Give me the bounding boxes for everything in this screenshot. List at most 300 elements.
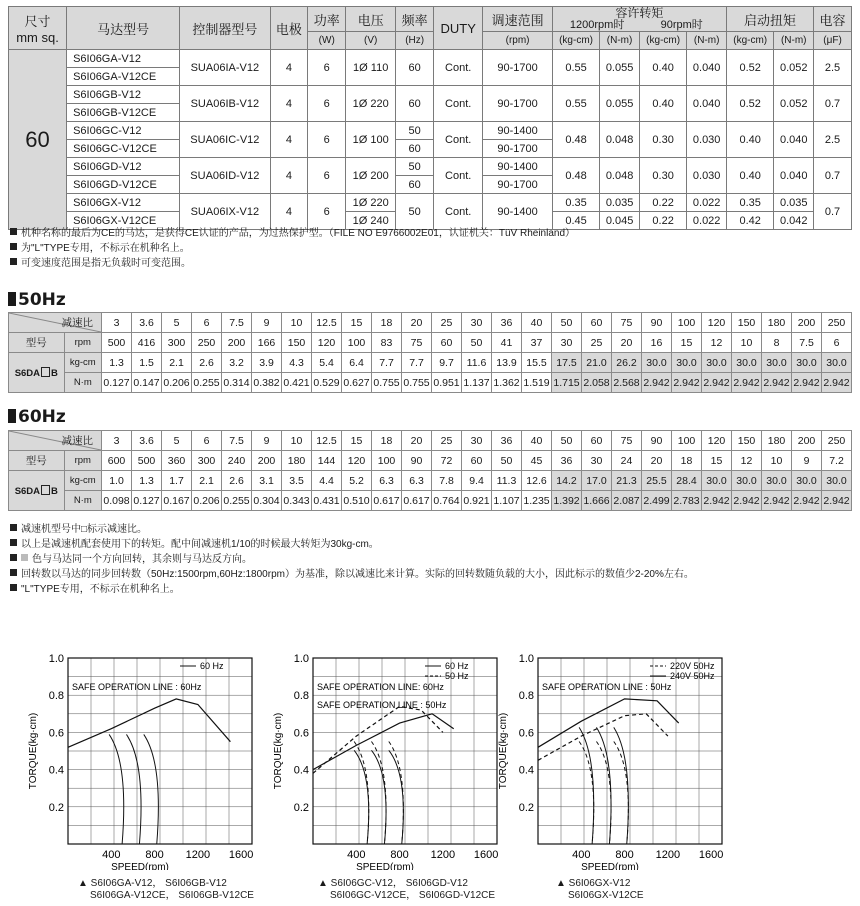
cell-poles: 4 (270, 50, 308, 86)
ratio-value: 90 (642, 313, 672, 333)
col-power: 功率 (308, 7, 346, 32)
kgcm-value: 3.2 (222, 353, 252, 373)
nm-value: 2.783 (672, 491, 702, 511)
note-item: "L"TYPE专用，不标示在机种名上。 (10, 582, 694, 597)
speed-curve (371, 742, 386, 844)
bullet-icon (10, 584, 17, 591)
kgcm-value: 1.3 (132, 471, 162, 491)
ratio-value: 3.6 (132, 313, 162, 333)
y-tick-label: 0.8 (293, 690, 309, 703)
unit-speed: (rpm) (483, 32, 553, 50)
x-tick-label: 1600 (228, 849, 254, 861)
ratio-value: 25 (432, 431, 462, 451)
col-duty: DUTY (434, 7, 483, 50)
safe-operation-label: SAFE OPERATION LINE : 60Hz (72, 682, 202, 692)
kgcm-value: 30.0 (642, 353, 672, 373)
cell-torque: 0.052 (774, 86, 814, 122)
cell-poles: 4 (270, 194, 308, 230)
ratio-value: 150 (732, 313, 762, 333)
nm-value: 2.942 (642, 373, 672, 393)
cell-torque: 0.035 (774, 194, 814, 212)
section-title-50hz: 50Hz (8, 290, 66, 310)
safe-operation-label: SAFE OPERATION LINE: 60Hz (317, 682, 444, 692)
rpm-value: 83 (372, 333, 402, 353)
ratio-value: 180 (762, 313, 792, 333)
kgcm-value: 25.5 (642, 471, 672, 491)
nm-value: 0.127 (132, 491, 162, 511)
unit-kgcm: (kg-cm) (552, 32, 599, 50)
ratio-value: 20 (402, 431, 432, 451)
rpm-value: 24 (612, 451, 642, 471)
x-tick-label: 800 (145, 849, 164, 861)
x-tick-label: 1600 (698, 849, 724, 861)
ratio-value: 9 (252, 313, 282, 333)
kgcm-value: 21.0 (582, 353, 612, 373)
ratio-value: 7.5 (222, 431, 252, 451)
cell-torque: 0.045 (600, 212, 640, 230)
note-item: 减速机型号中□标示减速比。 (10, 522, 694, 537)
cell-power: 6 (308, 158, 346, 194)
rpm-value: 8 (762, 333, 792, 353)
kgcm-value: 17.0 (582, 471, 612, 491)
cell-torque: 0.048 (600, 122, 640, 158)
rpm-value: 416 (132, 333, 162, 353)
cell-power: 6 (308, 50, 346, 86)
ratio-value: 50 (552, 431, 582, 451)
x-tick-label: 400 (572, 849, 591, 861)
unit-voltage: (V) (346, 32, 396, 50)
nm-value: 2.942 (732, 491, 762, 511)
ratio-value: 36 (492, 313, 522, 333)
cell-capacitor: 0.7 (814, 158, 852, 194)
motor-model: S6I06GB-V12CE (67, 104, 180, 122)
ratio-value: 12.5 (312, 313, 342, 333)
rpm-value: 45 (522, 451, 552, 471)
bullet-icon (10, 569, 17, 576)
speed-curve (596, 727, 611, 844)
rpm-value: 120 (342, 451, 372, 471)
kgcm-value: 30.0 (702, 353, 732, 373)
kgcm-value: 15.5 (522, 353, 552, 373)
table-row (9, 122, 852, 140)
nm-value: 0.304 (252, 491, 282, 511)
speed-curve (596, 742, 611, 844)
x-tick-label: 400 (102, 849, 121, 861)
model-name: S6DA (14, 367, 41, 379)
kgcm-value: 30.0 (762, 471, 792, 491)
nm-value: 0.343 (282, 491, 312, 511)
rpm-value: 15 (672, 333, 702, 353)
unit-nm: (N-m) (687, 32, 727, 50)
gear-table-50hz (8, 312, 852, 393)
speed-curve (371, 750, 386, 844)
x-axis-label: SPEED(rpm) (111, 862, 169, 870)
model-cell (9, 451, 65, 471)
model-suffix: B (51, 367, 58, 379)
kgcm-value: 3.1 (252, 471, 282, 491)
cell-voltage: 1Ø 200 (346, 158, 396, 194)
cell-capacitor: 2.5 (814, 50, 852, 86)
motor-model: S6I06GB-V12 (67, 86, 180, 104)
cell-torque: 0.22 (639, 212, 686, 230)
cell-voltage: 1Ø 220 (346, 86, 396, 122)
motor-spec-table (8, 6, 852, 230)
cell-frequency: 50 (396, 158, 434, 176)
kgcm-value: 7.8 (432, 471, 462, 491)
cell-torque: 0.055 (600, 86, 640, 122)
ratio-value: 15 (342, 313, 372, 333)
ratio-value: 12.5 (312, 431, 342, 451)
ratio-value: 5 (162, 313, 192, 333)
ratio-box-icon (41, 367, 50, 377)
cell-torque: 0.030 (687, 122, 727, 158)
kgcm-value: 30.0 (822, 353, 852, 373)
torque-speed-chart-3 (490, 640, 725, 875)
bullet-icon (10, 258, 17, 265)
gray-swatch-icon (21, 554, 28, 561)
ratio-value: 90 (642, 431, 672, 451)
cell-torque: 0.48 (552, 158, 599, 194)
rpm-value: 200 (252, 451, 282, 471)
cell-torque: 0.40 (726, 158, 773, 194)
ratio-value: 250 (822, 431, 852, 451)
cell-torque: 0.52 (726, 50, 773, 86)
cell-frequency: 60 (396, 176, 434, 194)
col-controller-model: 控制器型号 (180, 7, 270, 50)
cell-duty: Cont. (434, 122, 483, 158)
model-label: 型号 (25, 455, 47, 467)
motor-model: S6I06GA-V12CE (67, 68, 180, 86)
rpm-value: 180 (282, 451, 312, 471)
ratio-value: 6 (192, 313, 222, 333)
unit-capacitor: (μF) (814, 32, 852, 50)
col-motor-model: 马达型号 (67, 7, 180, 50)
cell-frequency: 60 (396, 140, 434, 158)
col-allowable-torque: 容许转矩 1200rpm时 90rpm时 (552, 7, 726, 32)
rpm-value: 18 (672, 451, 702, 471)
kgcm-row (9, 353, 852, 373)
title-block-icon (8, 292, 16, 306)
kgcm-value: 1.3 (102, 353, 132, 373)
y-tick-label: 1.0 (293, 653, 309, 665)
legend-label: 60 Hz (445, 661, 469, 671)
motor-model: S6I06GX-V12 (67, 194, 180, 212)
rpm-value: 37 (522, 333, 552, 353)
bullet-icon (10, 228, 17, 235)
col-capacitor: 电容 (814, 7, 852, 32)
cell-torque: 0.040 (774, 122, 814, 158)
cell-poles: 4 (270, 122, 308, 158)
motor-model: S6I06GC-V12CE (67, 140, 180, 158)
gear-table-60hz (8, 430, 852, 511)
nm-row (9, 373, 852, 393)
rpm-value: 60 (462, 451, 492, 471)
kgcm-value: 4.4 (312, 471, 342, 491)
cell-torque: 0.40 (726, 122, 773, 158)
table-row (9, 194, 852, 212)
speed-curve (354, 742, 369, 844)
rpm-value: 30 (582, 451, 612, 471)
cell-speed: 90-1400 (483, 122, 553, 140)
ratio-value: 40 (522, 313, 552, 333)
ratio-value: 6 (192, 431, 222, 451)
table-row (9, 158, 852, 176)
ratio-value: 3 (102, 313, 132, 333)
nm-value: 2.058 (582, 373, 612, 393)
y-axis-label: TORQUE(kg·cm) (28, 712, 39, 790)
rpm-value: 12 (732, 451, 762, 471)
rpm-value: 120 (312, 333, 342, 353)
kgcm-value: 3.9 (252, 353, 282, 373)
bullet-icon (10, 539, 17, 546)
nm-value: 1.666 (582, 491, 612, 511)
kgcm-value: 3.5 (282, 471, 312, 491)
unit-power: (W) (308, 32, 346, 50)
rpm-value: 500 (102, 333, 132, 353)
rpm-value: 250 (192, 333, 222, 353)
cell-capacitor: 2.5 (814, 122, 852, 158)
nm-value: 1.715 (552, 373, 582, 393)
rpm-row (9, 333, 852, 353)
nm-value: 0.127 (102, 373, 132, 393)
rpm-value: 10 (732, 333, 762, 353)
unit-kgcm: (kg-cm) (639, 32, 686, 50)
cell-torque: 0.022 (687, 212, 727, 230)
kgcm-value: 26.2 (612, 353, 642, 373)
note-item: 以上是减速机配套使用下的转矩。配中间减速机1/10的时候最大转矩为30kg-cm。 (10, 537, 694, 552)
col-voltage: 电压 (346, 7, 396, 32)
rpm-value: 500 (132, 451, 162, 471)
kgcm-value: 30.0 (702, 471, 732, 491)
nm-value: 0.529 (312, 373, 342, 393)
torque-speed-chart-1 (20, 640, 255, 875)
y-tick-label: 0.6 (293, 727, 309, 740)
nm-value: 2.942 (762, 491, 792, 511)
legend-label: 60 Hz (200, 661, 224, 671)
ratio-value: 150 (732, 431, 762, 451)
section-title-60hz: 60Hz (8, 407, 66, 427)
y-axis-label: TORQUE(kg·cm) (498, 712, 509, 790)
nm-value: 2.942 (822, 491, 852, 511)
rpm-value: 60 (432, 333, 462, 353)
cell-torque: 0.42 (726, 212, 773, 230)
cell-torque: 0.040 (774, 158, 814, 194)
ratio-box-icon (41, 485, 50, 495)
cell-torque: 0.030 (687, 158, 727, 194)
chart-caption-1: ▲ S6I06GA-V12， S6I06GB-V12 S6I06GA-V12CE， S6I06GB-V12CE (78, 878, 254, 901)
unit-frequency: (Hz) (396, 32, 434, 50)
ratio-value: 9 (252, 431, 282, 451)
ratio-value: 100 (672, 431, 702, 451)
ratio-value: 120 (702, 431, 732, 451)
col-starting-torque: 启动扭矩 (726, 7, 813, 32)
x-tick-label: 800 (615, 849, 634, 861)
nm-value: 2.942 (822, 373, 852, 393)
col-size: 尺寸 mm sq. (9, 7, 67, 50)
ratio-header (9, 431, 102, 451)
cell-torque: 0.035 (600, 194, 640, 212)
kgcm-value: 2.1 (162, 353, 192, 373)
safe-operation-label: SAFE OPERATION LINE : 50Hz (317, 700, 447, 710)
cell-speed: 90-1700 (483, 140, 553, 158)
nm-value: 2.942 (762, 373, 792, 393)
kgcm-value: 9.4 (462, 471, 492, 491)
y-tick-label: 0.2 (293, 801, 309, 814)
rpm-label: rpm (64, 333, 101, 353)
nm-value: 0.382 (252, 373, 282, 393)
note-item: 机种名称的最后为CE的马达，是获得CE认证的产品，为过热保护型。（FILE NO E9766002E01，认证机关：TüV Rheinland） (10, 226, 575, 241)
ratio-row (9, 431, 852, 451)
kgcm-value: 30.0 (822, 471, 852, 491)
ratio-value: 100 (672, 313, 702, 333)
motor-model: S6I06GA-V12 (67, 50, 180, 68)
ratio-row (9, 313, 852, 333)
cell-torque: 0.55 (552, 50, 599, 86)
ratio-value: 18 (372, 313, 402, 333)
rpm-value: 144 (312, 451, 342, 471)
title-block-icon (8, 409, 16, 423)
cell-torque: 0.040 (687, 50, 727, 86)
nm-value: 2.942 (702, 373, 732, 393)
kgcm-value: 12.6 (522, 471, 552, 491)
kgcm-value: 14.2 (552, 471, 582, 491)
legend-label: 220V 50Hz (670, 661, 715, 671)
cell-torque: 0.042 (774, 212, 814, 230)
cell-frequency: 60 (396, 86, 434, 122)
cell-frequency: 50 (396, 194, 434, 230)
x-tick-label: 800 (390, 849, 409, 861)
model-cell (9, 333, 65, 353)
chart-caption-2: ▲ S6I06GC-V12， S6I06GD-V12 S6I06GC-V12CE， S6I06GD-V12CE (318, 878, 496, 901)
y-tick-label: 1.0 (518, 653, 534, 665)
cell-capacitor: 0.7 (814, 194, 852, 230)
y-tick-label: 0.2 (48, 801, 64, 814)
x-tick-label: 1600 (473, 849, 499, 861)
motor-model: S6I06GC-V12 (67, 122, 180, 140)
nm-value: 2.087 (612, 491, 642, 511)
speed-curve (614, 742, 629, 844)
unit-kgcm: (kg-cm) (726, 32, 773, 50)
cell-frequency: 50 (396, 122, 434, 140)
note-item: 色与马达同一个方向回转，其余则与马达反方向。 (10, 552, 694, 567)
nm-value: 2.942 (702, 491, 732, 511)
table-row (9, 50, 852, 68)
motor-model: S6I06GD-V12CE (67, 176, 180, 194)
nm-value: 1.362 (492, 373, 522, 393)
ratio-value: 120 (702, 313, 732, 333)
nm-value: 0.167 (162, 491, 192, 511)
cell-torque: 0.40 (639, 50, 686, 86)
kgcm-value: 30.0 (672, 353, 702, 373)
y-tick-label: 0.6 (48, 727, 64, 740)
ratio-value: 60 (582, 313, 612, 333)
kgcm-value: 17.5 (552, 353, 582, 373)
legend-label: 240V 50Hz (670, 671, 715, 681)
cell-torque: 0.30 (639, 122, 686, 158)
safe-operation-label: SAFE OPERATION LINE : 50Hz (542, 682, 672, 692)
torque-speed-chart-2 (265, 640, 500, 875)
series-line (538, 714, 668, 761)
ratio-value: 30 (462, 431, 492, 451)
cell-duty: Cont. (434, 194, 483, 230)
kgcm-value: 7.7 (372, 353, 402, 373)
rpm-value: 200 (222, 333, 252, 353)
rpm-value: 50 (462, 333, 492, 353)
ratio-value: 200 (792, 313, 822, 333)
nm-value: 2.942 (672, 373, 702, 393)
nm-value: 0.255 (222, 491, 252, 511)
nm-value: 2.499 (642, 491, 672, 511)
rpm-value: 300 (162, 333, 192, 353)
size-value: 60 (9, 50, 67, 230)
rpm-value: 9 (792, 451, 822, 471)
rpm-value: 100 (372, 451, 402, 471)
chart-svg (20, 640, 255, 870)
kgcm-value: 1.5 (132, 353, 162, 373)
col-poles: 电极 (270, 7, 308, 50)
ratio-value: 40 (522, 431, 552, 451)
note-item: 可变速度范围是指无负载时可变范围。 (10, 256, 575, 271)
nm-value: 0.921 (462, 491, 492, 511)
rpm-value: 6 (822, 333, 852, 353)
cell-duty: Cont. (434, 158, 483, 194)
kgcm-value: 13.9 (492, 353, 522, 373)
motor-model: S6I06GX-V12CE (67, 212, 180, 230)
rpm-value: 600 (102, 451, 132, 471)
cell-controller: SUA06IC-V12 (180, 122, 270, 158)
nm-row (9, 491, 852, 511)
model-label: 型号 (25, 337, 47, 349)
unit-nm: (N-m) (774, 32, 814, 50)
cell-poles: 4 (270, 158, 308, 194)
speed-curve (389, 742, 404, 844)
kgcm-value: 28.4 (672, 471, 702, 491)
ratio-value: 36 (492, 431, 522, 451)
rpm-value: 50 (492, 451, 522, 471)
y-tick-label: 0.4 (48, 764, 64, 777)
cell-duty: Cont. (434, 50, 483, 86)
cell-torque: 0.48 (552, 122, 599, 158)
nm-value: 0.255 (192, 373, 222, 393)
ratio-value: 18 (372, 431, 402, 451)
y-axis-label: TORQUE(kg·cm) (273, 712, 284, 790)
nm-value: 1.235 (522, 491, 552, 511)
ratio-value: 250 (822, 313, 852, 333)
cell-torque: 0.048 (600, 158, 640, 194)
legend-label: 50 Hz (445, 671, 469, 681)
kgcm-row (9, 471, 852, 491)
ratio-value: 180 (762, 431, 792, 451)
cell-torque: 0.40 (639, 86, 686, 122)
cell-power: 6 (308, 122, 346, 158)
cell-torque: 0.55 (552, 86, 599, 122)
kgcm-value: 11.3 (492, 471, 522, 491)
rpm-value: 20 (612, 333, 642, 353)
cell-frequency: 60 (396, 50, 434, 86)
nm-value: 0.510 (342, 491, 372, 511)
kgcm-value: 11.6 (462, 353, 492, 373)
kgcm-value: 5.4 (312, 353, 342, 373)
nm-value: 0.764 (432, 491, 462, 511)
y-tick-label: 0.4 (518, 764, 534, 777)
ratio-value: 20 (402, 313, 432, 333)
kgcm-value: 30.0 (792, 353, 822, 373)
ratio-value: 60 (582, 431, 612, 451)
rpm-value: 20 (642, 451, 672, 471)
model-name-cell (9, 471, 65, 511)
kgcm-value: 30.0 (732, 353, 762, 373)
rpm-value: 16 (642, 333, 672, 353)
